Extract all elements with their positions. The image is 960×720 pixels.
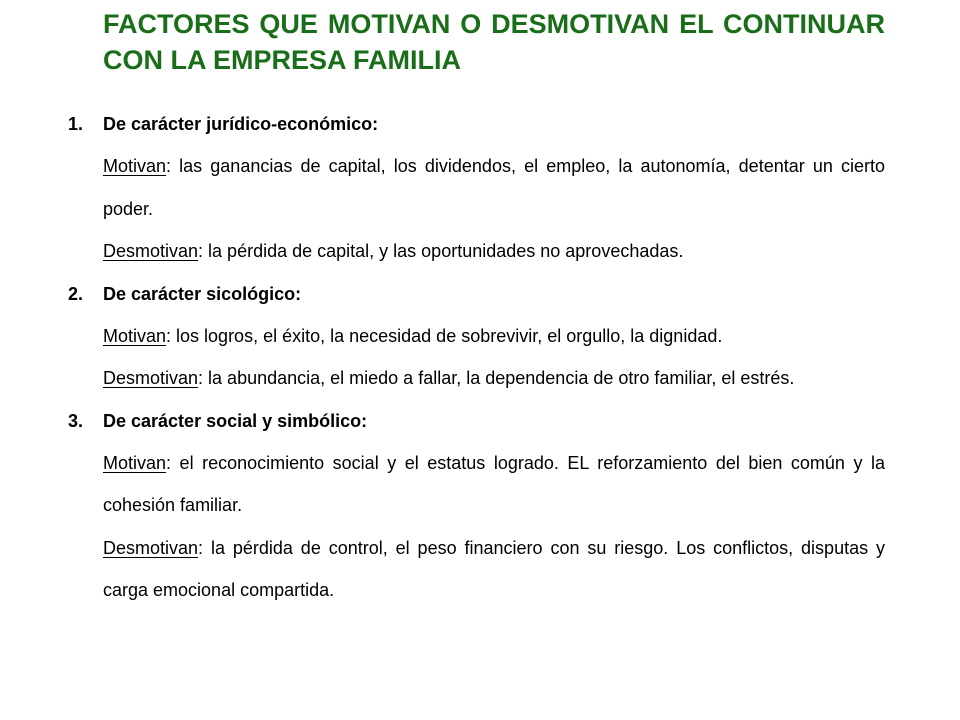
desmotivan-text: : la abundancia, el miedo a fallar, la dependencia de otro familiar, el estrés. [198,368,795,388]
motivan-text: : las ganancias de capital, los dividendos, el empleo, la autonomía, detentar un cierto poder. [103,156,885,219]
desmotivan-text: : la pérdida de capital, y las oportunidades no aprovechadas. [198,241,684,261]
section-number: 2. [68,283,84,304]
section-title: De carácter jurídico-económico: [103,114,379,134]
factors-list [0,103,960,612]
motivan-text: : los logros, el éxito, la necesidad de sobrevivir, el orgullo, la dignidad. [166,325,723,346]
section-title: De carácter sicológico: [103,283,302,304]
desmotivan-label: Desmotivan [103,241,199,261]
page-title: FACTORES QUE MOTIVAN O DESMOTIVAN EL CONTINUAR CON LA EMPRESA FAMILIA [103,9,885,75]
section-heading [0,103,960,145]
motivan-paragraph [103,145,885,230]
motivan-label: Motivan [103,156,167,176]
section-sicologico [0,273,960,400]
motivan-label: Motivan [103,452,167,473]
desmotivan-paragraph [103,230,885,273]
desmotivan-label: Desmotivan [103,537,199,558]
desmotivan-paragraph [103,527,885,612]
desmotivan-paragraph [103,357,885,400]
section-number: 3. [68,410,84,431]
motivan-paragraph [103,315,885,358]
section-social-simbolico [0,400,960,612]
section-number: 1. [68,114,84,134]
section-heading [0,273,960,315]
desmotivan-label: Desmotivan [103,368,199,388]
section-heading [0,400,960,442]
motivan-label: Motivan [103,325,167,346]
section-juridico-economico [0,103,960,273]
desmotivan-text: : la pérdida de control, el peso financiero con su riesgo. Los conflictos, disputas y carga emocional compartida. [103,537,885,600]
section-title: De carácter social y simbólico: [103,410,368,431]
motivan-paragraph [103,442,885,527]
motivan-text: : el reconocimiento social y el estatus logrado. EL reforzamiento del bien común y la cohesión familiar. [103,452,885,515]
